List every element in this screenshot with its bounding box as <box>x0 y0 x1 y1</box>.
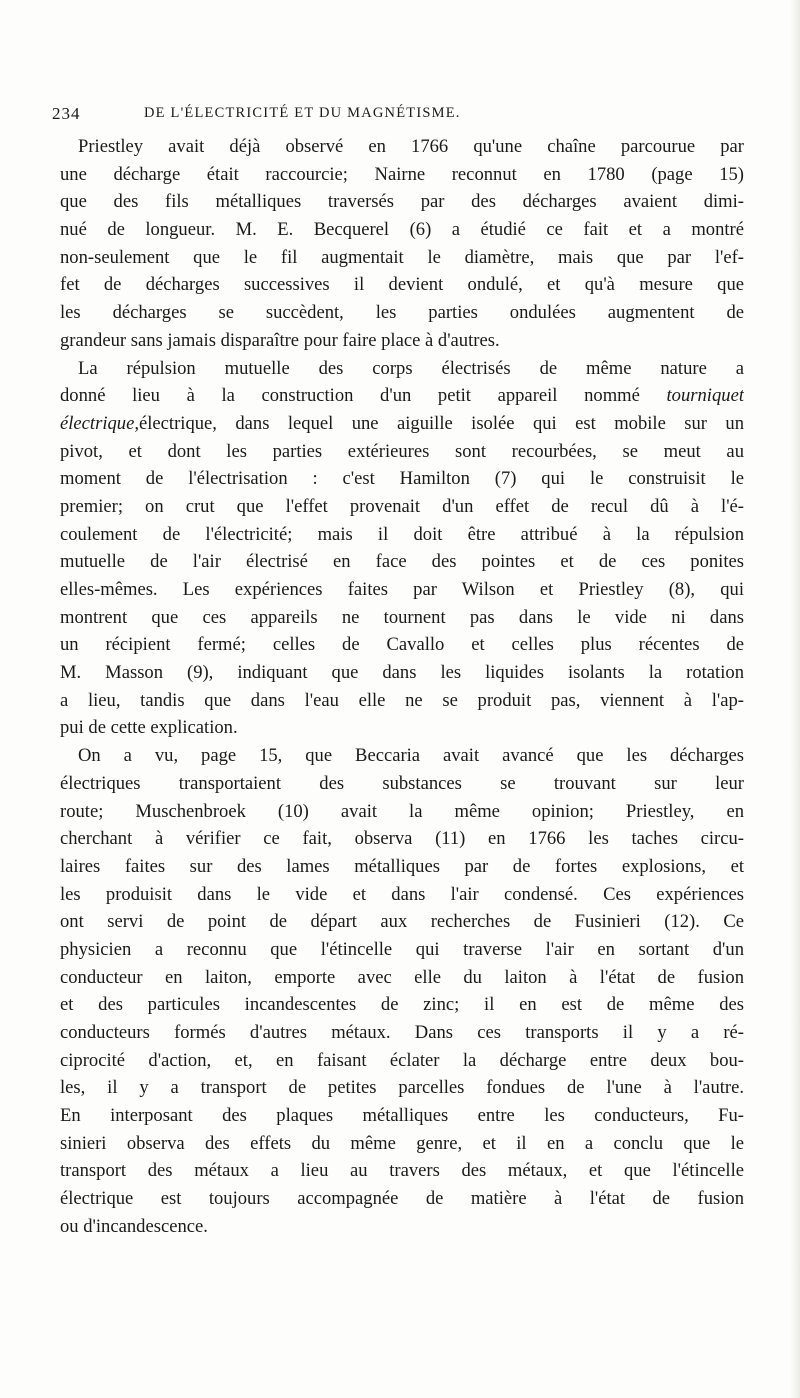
page-edge-shadow <box>790 0 800 1398</box>
text-line: fet de décharges successives il devient ondulé, et qu'à mesure que <box>60 274 744 296</box>
text-line: laires faites sur des lames métalliques par de fortes explosions, et <box>60 855 744 877</box>
page-number: 234 <box>52 104 81 123</box>
text-line: La répulsion mutuelle des corps électrisés de même nature a <box>78 357 744 379</box>
text-line: pui de cette explication. <box>60 717 238 739</box>
text-segment: électrique, dans lequel une aiguille isolée qui est mobile sur un <box>139 412 744 434</box>
text-segment: donné lieu à la construction d'un petit appareil nommé <box>60 385 640 407</box>
text-line: non-seulement que le fil augmentait le diamètre, mais que par l'ef- <box>60 246 744 268</box>
text-line: moment de l'électrisation : c'est Hamilton (7) qui le construisit le <box>60 468 744 490</box>
text-line: grandeur sans jamais disparaître pour faire place à d'autres. <box>60 329 500 351</box>
text-line: électriques transportaient des substances se trouvant sur leur <box>60 772 744 794</box>
running-head: DE L'ÉLECTRICITÉ ET DU MAGNÉTISME. <box>144 105 461 121</box>
text-line: physicien a reconnu que l'étincelle qui traverse l'air en sortant d'un <box>60 938 744 960</box>
text-line: M. Masson (9), indiquant que dans les liquides isolants la rotation <box>60 662 744 684</box>
text-line: conducteur en laiton, emporte avec elle du laiton à l'état de fusion <box>60 966 744 988</box>
text-line: et des particules incandescentes de zinc; il en est de même des <box>60 994 744 1016</box>
text-line: une décharge était raccourcie; Nairne reconnut en 1780 (page 15) <box>60 163 744 185</box>
text-line: les produisit dans le vide et dans l'air condensé. Ces expériences <box>60 883 744 905</box>
text-line: transport des métaux a lieu au travers des métaux, et que l'étincelle <box>60 1160 744 1182</box>
text-line: route; Muschenbroek (10) avait la même opinion; Priestley, en <box>60 800 744 822</box>
page-header <box>52 104 752 128</box>
text-line-with-italic <box>60 382 744 410</box>
text-line: que des fils métalliques traversés par des décharges avaient dimi- <box>60 191 744 213</box>
text-line: ou d'incandescence. <box>60 1215 208 1237</box>
text-line: sinieri observa des effets du même genre, et il en a conclu que le <box>60 1132 744 1154</box>
italic-term: électrique, <box>60 412 139 434</box>
text-line <box>60 410 744 438</box>
text-line: les décharges se succèdent, les parties ondulées augmentent de <box>60 302 744 324</box>
text-line: électrique est toujours accompagnée de matière à l'état de fusion <box>60 1188 744 1210</box>
text-line: ciprocité d'action, et, en faisant éclater la décharge entre deux bou- <box>60 1049 744 1071</box>
text-line: pivot, et dont les parties extérieures sont recourbées, se meut au <box>60 440 744 462</box>
text-line: En interposant des plaques métalliques entre les conducteurs, Fu- <box>60 1105 744 1127</box>
text-line: cherchant à vérifier ce fait, observa (11) en 1766 les taches circu- <box>60 828 744 850</box>
text-line: conducteurs formés d'autres métaux. Dans ces transports il y a ré- <box>60 1022 744 1043</box>
text-line: un récipient fermé; celles de Cavallo et celles plus récentes de <box>60 634 744 656</box>
body-text <box>60 133 744 1241</box>
text-line: nué de longueur. M. E. Becquerel (6) a étudié ce fait et a montré <box>60 219 744 241</box>
text-line: Priestley avait déjà observé en 1766 qu'une chaîne parcourue par <box>78 136 744 157</box>
text-line: premier; on crut que l'effet provenait d'un effet de recul dû à l'é- <box>60 495 744 517</box>
text-line: mutuelle de l'air électrisé en face des pointes et de ces ponites <box>60 551 744 573</box>
text-line: ont servi de point de départ aux recherches de Fusinieri (12). Ce <box>60 911 744 933</box>
italic-term: tourniquet <box>666 385 744 407</box>
text-line: coulement de l'électricité; mais il doit être attribué à la répulsion <box>60 523 744 545</box>
text-line: On a vu, page 15, que Beccaria avait avancé que les décharges <box>78 745 744 767</box>
text-line: montrent que ces appareils ne tournent pas dans le vide ni dans <box>60 606 744 628</box>
text-line: elles-mêmes. Les expériences faites par Wilson et Priestley (8), qui <box>60 579 744 600</box>
text-line: a lieu, tandis que dans l'eau elle ne se produit pas, viennent à l'ap- <box>60 689 744 711</box>
text-line: les, il y a transport de petites parcelles fondues de l'une à l'autre. <box>60 1077 744 1099</box>
